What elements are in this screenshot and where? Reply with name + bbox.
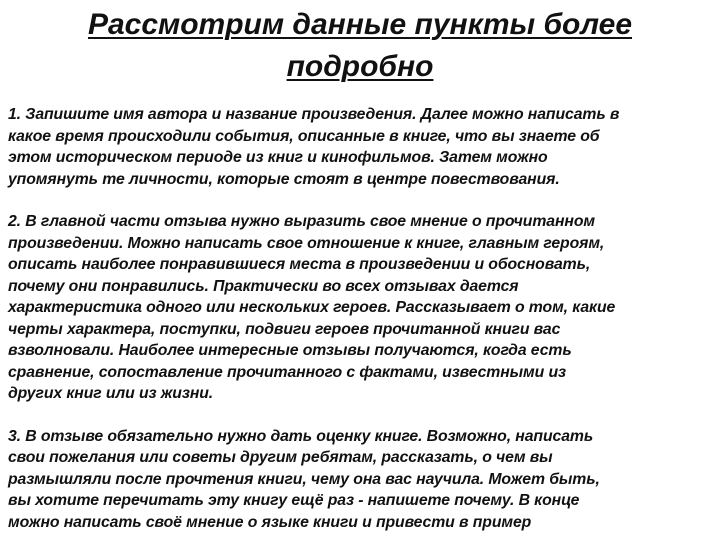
paragraph-3 <box>8 426 718 534</box>
paragraph-1 <box>8 104 718 190</box>
paragraph-3-line-2: свои пожелания или советы другим ребятам, рассказать, о чем вы <box>8 449 553 466</box>
paragraph-1-line-3: этом историческом периоде из книг и кинофильмов. Затем можно <box>8 149 548 166</box>
paragraph-2-line-1: 2. В главной части отзыва нужно выразить свое мнение о прочитанном <box>8 213 595 230</box>
paragraph-2-line-4: почему они понравились. Практически во всех отзывах дается <box>8 277 519 295</box>
paragraph-2-line-2: произведении. Можно написать свое отношение к книге, главным героям, <box>8 234 605 252</box>
paragraph-3-line-4: вы хотите перечитать эту книгу ещё раз - напишете почему. В конце <box>8 492 580 509</box>
paragraph-2-line-9: других книг или из жизни. <box>8 385 214 402</box>
paragraph-3-line-5: можно написать своё мнение о языке книги и привести в пример <box>8 513 532 531</box>
slide-body <box>8 104 718 533</box>
slide-title-line-1: Рассмотрим данные пункты более <box>87 8 633 41</box>
paragraph-spacer <box>8 405 718 426</box>
paragraph-2-line-5: характеристика одного или нескольких героев. Рассказывает о том, какие <box>8 299 616 316</box>
paragraph-2-line-7: взволновали. Наиболее интересные отзывы получаются, когда есть <box>8 342 572 359</box>
paragraph-2-line-6: черты характера, поступки, подвиги героев прочитанной книги вас <box>8 320 561 338</box>
paragraph-2-line-8: сравнение, сопоставление прочитанного с фактами, известными из <box>8 363 566 381</box>
paragraph-1-line-4: упомянуть те личности, которые стоят в центре повествования. <box>8 170 560 188</box>
paragraph-2-line-3: описать наиболее понравившиеся места в произведении и обосновать, <box>8 256 591 273</box>
slide-title <box>40 4 680 88</box>
paragraph-spacer <box>8 190 718 211</box>
paragraph-1-line-2: какое время происходили события, описанные в книге, что вы знаете об <box>8 127 600 145</box>
paragraph-2 <box>8 211 718 405</box>
paragraph-3-line-3: размышляли после прочтения книги, чему она вас научила. Может быть, <box>8 470 600 488</box>
slide-title-line-2: подробно <box>286 50 434 83</box>
paragraph-1-line-1: 1. Запишите имя автора и название произведения. Далее можно написать в <box>8 106 620 123</box>
paragraph-3-line-1: 3. В отзыве обязательно нужно дать оценку книге. Возможно, написать <box>8 427 594 445</box>
